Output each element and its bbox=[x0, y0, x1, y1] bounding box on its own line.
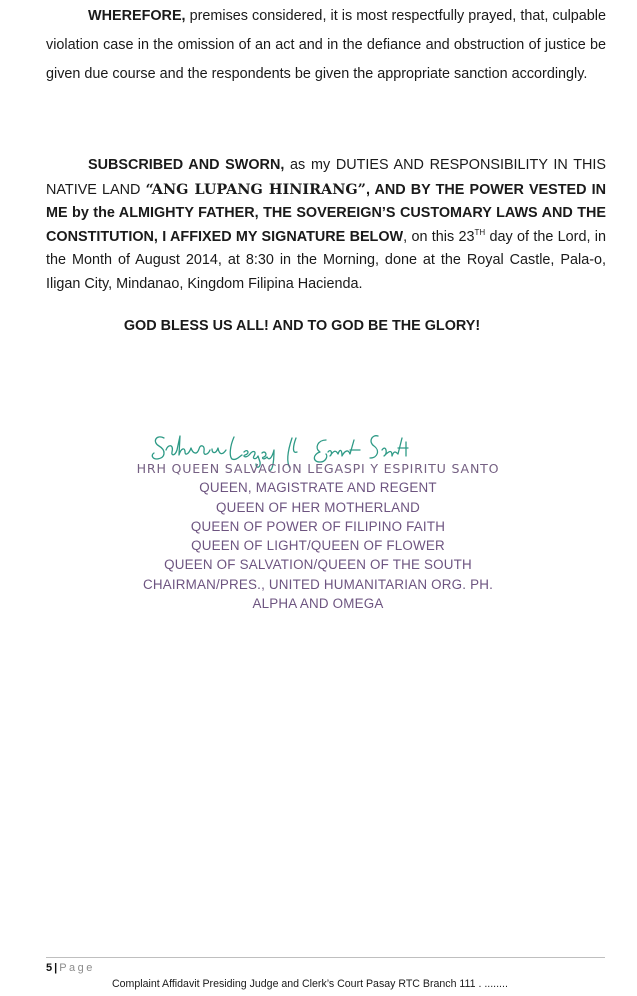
signatory-title: ALPHA AND OMEGA bbox=[252, 596, 384, 612]
anthem-title: “ANG LUPANG HINIRANG” bbox=[145, 180, 366, 198]
signatory-title: QUEEN OF SALVATION/QUEEN OF THE SOUTH bbox=[164, 557, 472, 573]
closing-blessing: GOD BLESS US ALL! AND TO GOD BE THE GLORY! bbox=[123, 318, 481, 334]
signatory-title: QUEEN, MAGISTRATE AND REGENT bbox=[199, 480, 437, 496]
signatory-title: QUEEN OF LIGHT/QUEEN OF FLOWER bbox=[191, 538, 445, 554]
signatory-title: CHAIRMAN/PRES., UNITED HUMANITARIAN ORG. PH. bbox=[142, 576, 494, 592]
footer-document-title: Complaint Affidavit Presiding Judge and Clerk’s Court Pasay RTC Branch 111 . ........ bbox=[112, 978, 508, 990]
page-word: Page bbox=[59, 962, 95, 974]
prayer-paragraph bbox=[46, 2, 606, 89]
page-number bbox=[46, 962, 95, 974]
ordinal-suffix: TH bbox=[474, 227, 486, 237]
prayer-lead: WHEREFORE, bbox=[88, 8, 186, 24]
signatory-name: HRH QUEEN SALVACION LEGASPI Y ESPIRITU SANTO bbox=[136, 461, 500, 476]
oath-lead: SUBSCRIBED AND SWORN, bbox=[88, 157, 285, 173]
signatory-title: QUEEN OF POWER OF FILIPINO FAITH bbox=[190, 518, 446, 534]
footer-divider bbox=[46, 957, 605, 958]
oath-text-2: , AND BY THE POWER VESTED IN ME by the ALMIGHTY FATHER, THE SOVEREIGN’S CUSTOMARY LAWS AND THE CONSTITUTION, I AFFIXED MY SIGNATURE BELOW bbox=[46, 181, 607, 245]
oath-paragraph bbox=[46, 154, 606, 297]
oath-text-3: , on this 23 bbox=[403, 228, 475, 245]
prayer-body: premises considered, it is most respectfully prayed, that, culpable violation case in the omission of an act and in the defiance and obstruction of justice be given due course and the respondents be given the appropriate sanction accordingly. bbox=[46, 8, 606, 82]
oath-text-1: as my DUTIES AND RESPONSIBILITY IN THIS NATIVE LAND bbox=[46, 157, 606, 198]
oath-text-4: day of the Lord, in the Month of August 2014, at 8:30 in the Morning, done at the Royal Castle, Pala-o, Iligan City, Mindanao, Kingdom Filipina Hacienda. bbox=[46, 228, 606, 292]
signatory-title: QUEEN OF HER MOTHERLAND bbox=[216, 499, 420, 515]
page-separator: | bbox=[54, 962, 58, 974]
signature-block bbox=[90, 459, 546, 613]
page-number-value: 5 bbox=[46, 962, 53, 974]
